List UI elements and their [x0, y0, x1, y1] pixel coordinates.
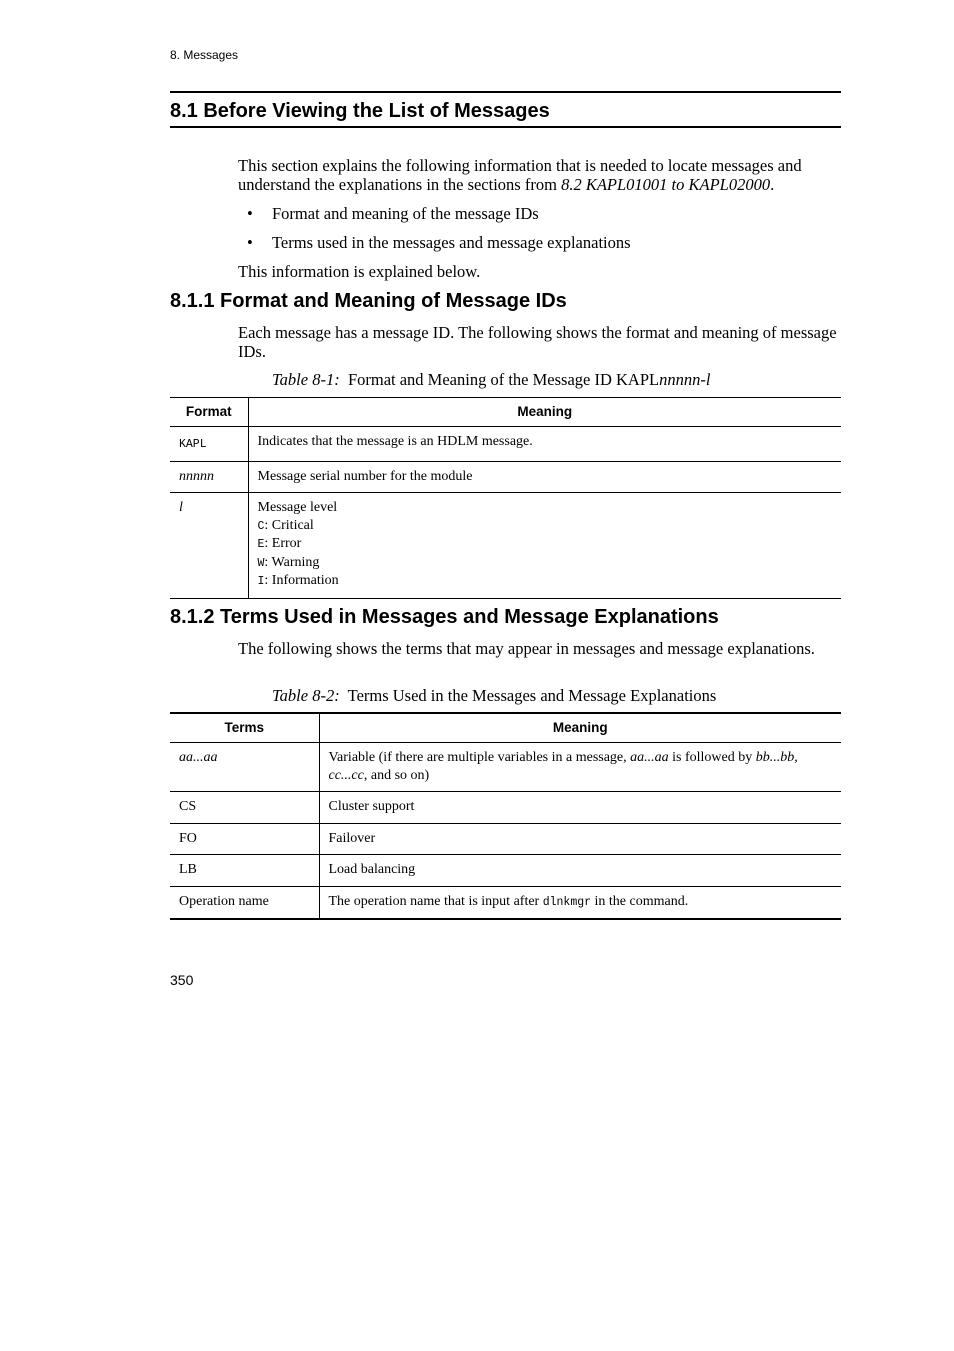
level-code: E: [257, 538, 265, 551]
table-header-row: [170, 713, 841, 743]
term-cell: LB: [170, 855, 319, 887]
terms-table: [170, 712, 841, 920]
meaning-var: cc...cc: [328, 767, 364, 783]
intro-text: This section explains the following information that is needed to locate messages and understand the explanations in the sections from: [238, 156, 802, 194]
meaning-cell: Cluster support: [319, 792, 841, 824]
header-format: Format: [170, 398, 248, 427]
level-label: : Critical: [264, 517, 314, 533]
page-number: 350: [170, 972, 194, 988]
outro-paragraph: This information is explained below.: [238, 262, 481, 281]
level-code: I: [257, 575, 265, 588]
term-cell: CS: [170, 792, 319, 824]
table-row: [170, 493, 841, 599]
bullet-text: Terms used in the messages and message explanations: [272, 233, 631, 252]
meaning-cell: Message serial number for the module: [248, 461, 841, 493]
meaning-text: is followed by: [668, 750, 756, 765]
term-cell: Operation name: [170, 886, 319, 919]
table-row: [170, 886, 841, 919]
meaning-cell: Load balancing: [319, 855, 841, 887]
meaning-cell: [248, 493, 841, 599]
level-item: [258, 572, 833, 591]
intro-end: .: [770, 175, 775, 194]
table-row: [170, 823, 841, 855]
meaning-cell: [319, 886, 841, 919]
table-header-row: [170, 398, 841, 427]
level-code: C: [257, 519, 265, 533]
caption-text: Terms Used in the Messages and Message Explanations: [347, 686, 717, 705]
intro-cross-reference[interactable]: 8.2 KAPL01001 to KAPL02000: [561, 175, 771, 194]
table-1-caption: [272, 370, 710, 390]
level-label: : Information: [264, 573, 339, 588]
meaning-var: aa...aa: [630, 750, 669, 765]
format-cell: [170, 427, 248, 462]
meaning-text: in the command.: [591, 893, 689, 909]
level-code: W: [257, 556, 265, 570]
table-row: [170, 461, 841, 493]
caption-variable: nnnnn-l: [659, 370, 711, 389]
header-meaning: Meaning: [248, 398, 841, 427]
level-item: [258, 535, 833, 554]
level-item: [258, 554, 833, 573]
table-row: [170, 427, 841, 462]
caption-text: Format and Meaning of the Message ID KAPL: [347, 370, 660, 389]
format-code: KAPL: [179, 438, 207, 451]
bullet-text: Format and meaning of the message IDs: [272, 204, 539, 223]
table-row: [170, 792, 841, 824]
format-cell: l: [170, 493, 248, 599]
subsection-heading-2: 8.1.2 Terms Used in Messages and Message Explanations: [170, 606, 719, 628]
caption-label: Table 8-1:: [272, 370, 340, 389]
section-heading: 8.1 Before Viewing the List of Messages: [170, 91, 841, 128]
meaning-text: ,: [794, 750, 798, 765]
bullet-item: [247, 204, 539, 223]
bullet-dot-icon: •: [247, 233, 253, 252]
table-row: [170, 855, 841, 887]
meaning-text: Variable (if there are multiple variables in a message,: [328, 750, 631, 765]
table-row: [170, 743, 841, 792]
meaning-text: , and so on): [363, 767, 430, 783]
level-heading: Message level: [257, 500, 338, 515]
meaning-cell: Failover: [319, 823, 841, 855]
subsection-2-body: The following shows the terms that may appear in messages and message explanations.: [238, 639, 815, 658]
header-meaning: Meaning: [319, 713, 841, 743]
level-label: : Warning: [264, 554, 320, 570]
meaning-var: bb...bb: [755, 750, 795, 765]
format-cell: nnnnn: [170, 461, 248, 493]
caption-label: Table 8-2:: [272, 686, 340, 705]
subsection-heading-1: 8.1.1 Format and Meaning of Message IDs: [170, 290, 567, 312]
message-id-format-table: [170, 397, 841, 599]
term-cell: aa...aa: [170, 743, 319, 792]
meaning-cell: [319, 743, 841, 792]
intro-paragraph: [238, 156, 843, 194]
bullet-dot-icon: •: [247, 204, 253, 223]
subsection-1-body: Each message has a message ID. The following shows the format and meaning of message IDs.: [238, 323, 837, 361]
table-2-caption: [272, 686, 716, 706]
running-head: 8. Messages: [170, 48, 239, 62]
header-terms: Terms: [170, 713, 319, 743]
bullet-item: [247, 233, 631, 252]
level-label: : Error: [264, 536, 302, 551]
meaning-cell: Indicates that the message is an HDLM message.: [248, 427, 841, 462]
term-cell: FO: [170, 823, 319, 855]
level-item: [258, 517, 833, 536]
meaning-text: The operation name that is input after: [328, 893, 543, 909]
command-code: dlnkmgr: [542, 895, 592, 909]
